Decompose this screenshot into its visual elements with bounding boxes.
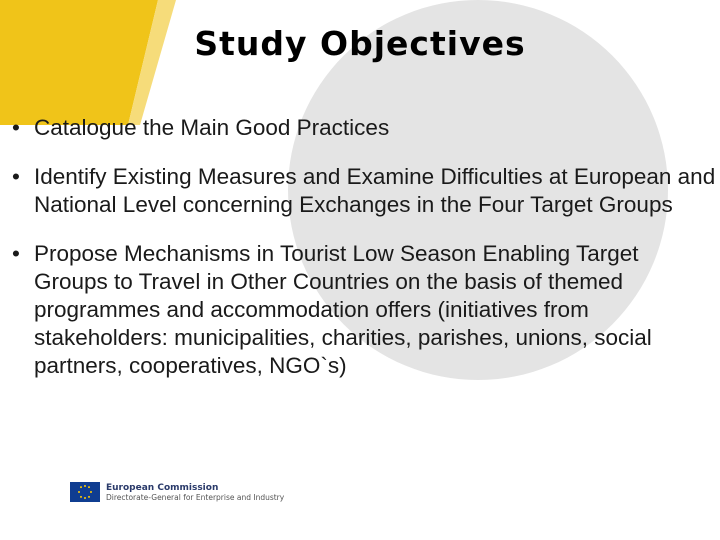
bullet-text: Catalogue the Main Good Practices [34,115,390,140]
bullet-glyph: • [12,115,20,140]
bullet-glyph: • [12,241,20,266]
bullet-item-1 [6,114,718,142]
slide-title: Study Objectives [194,24,526,63]
bullet-item-2 [6,163,718,219]
bullet-glyph: • [12,164,20,189]
bullet-item-3 [6,240,718,380]
european-commission-logo [70,482,284,502]
eu-flag-icon [70,482,100,502]
bullet-list [6,114,718,401]
bullet-text: Propose Mechanisms in Tourist Low Season Enabling Target Groups to Travel in Other Countries on the basis of themed programmes and accommodation offers (initiatives from stakeholders: municipalities, charities, parishes, unions, social partners, cooperatives, NGO`s) [34,241,652,378]
dg-name: Directorate-General for Enterprise and Industry [106,492,285,502]
bullet-text: Identify Existing Measures and Examine Difficulties at European and National Level concerning Exchanges in the Four Target Groups [34,164,716,217]
logo-text [106,483,284,502]
org-name: European Commission [106,482,219,493]
